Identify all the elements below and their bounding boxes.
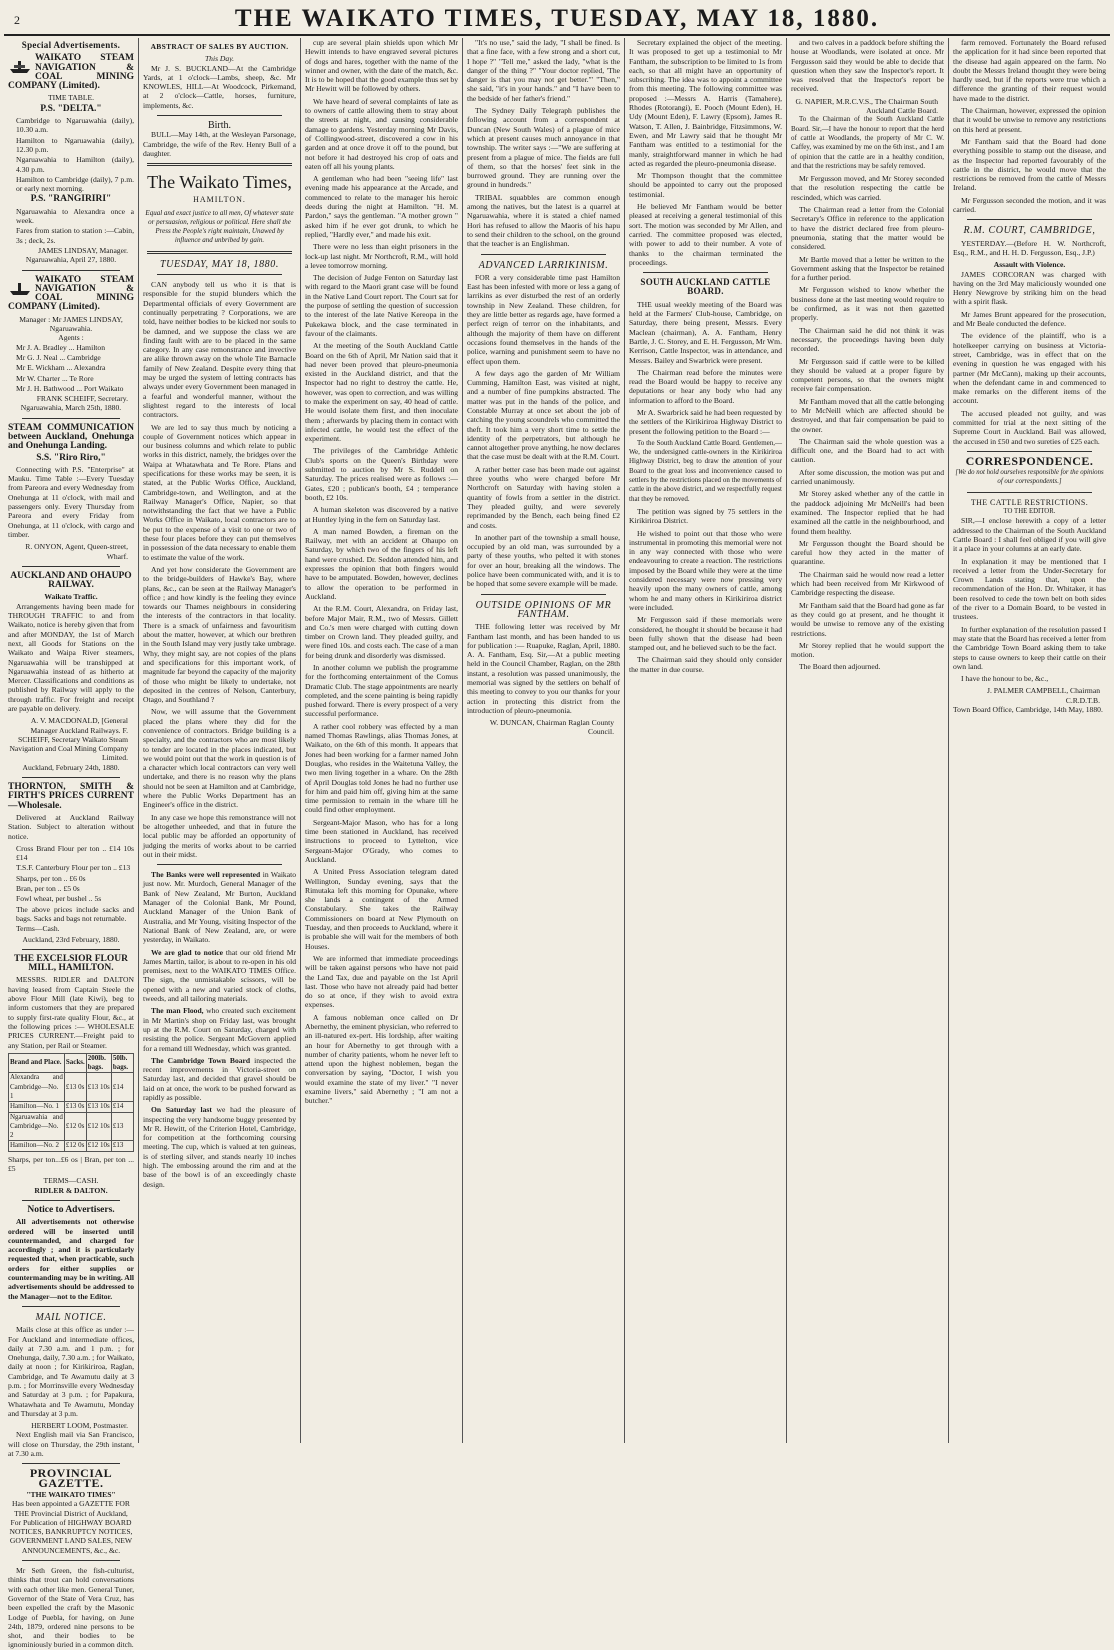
article-paragraph: The petition was signed by 75 settlers in the Kirikiriroa District.	[629, 506, 782, 526]
flour-prices-ad	[8, 783, 134, 944]
ad-text: Mr J. S. BUCKLAND—At the Cambridge Yards, at 1 o'clock—Lambs, sheep, &c. Mr KNOWLES, HILL—At Woodcock, Pirkemand, at 2 o'clock—Cattle, horses, furniture, implements, &c.	[143, 63, 296, 110]
table-row	[9, 1102, 134, 1112]
ad-text: Next English mail via San Francisco, will close on Thursday, the 29th instant, at 7.30 a.m.	[8, 1430, 134, 1459]
news-paragraph: There were no less than eight prisoners in the lock-up last night. Mr Northcroft, R.M., will hold a levee tomorrow morning.	[305, 242, 458, 270]
news-text: that our old friend Mr James Martin, tailor, is about to re-open in his old premises, next to the WAIKATO TIMES Office. The sign, the unmistakable scissors, will be opened with a new and varied stock of cloths, tweeds, and all tailoring materials.	[143, 947, 296, 1004]
table-cell: £12 10s	[86, 1112, 111, 1141]
article-title: ADVANCED LARRIKINISM.	[478, 259, 609, 271]
article-paragraph: FOR a very considerable time past Hamilton East has been infested with more or less a gang of larrikins as ever disturbed the rest of an orderly township in New Zealand. These children, for they are little better as regards age, have formed a perfect reign of terror on the inhabitants, and although the majority of them have on different occasions found themselves in the hands of the police, warning and punishment seem to have no effect upon them.	[467, 272, 620, 366]
ad-title: Notice to Advertisers.	[27, 1204, 115, 1215]
letter-signature: J. PALMER CAMPBELL, Chairman C.R.D.T.B.	[986, 686, 1100, 705]
news-lead: On Saturday last	[151, 1105, 212, 1115]
section-title: Birth.	[207, 120, 232, 132]
ship-name: S.S. "Riro Riro,"	[36, 452, 106, 463]
news-paragraph: A famous nobleman once called on Dr Abernethy, the eminent physician, who referred to an ill-natured ex-pert. His lordship, after waiting an hour for Abernethy to get through with a number of charity patients, whom he never left to attend upon the highest noblemen, began the conversation by saying, "Doctor, I wish you would examine the state of my liver." "I never examine livers," said Abernethy ; "I am not a butcher."	[305, 1012, 458, 1106]
news-paragraph: and two calves in a paddock before shifting the house at Woodlands, were isolated at once. Mr Fergusson said they would be able to decide that question when they saw the Inspector's report. It was resolved that the Inspector's report be received.	[791, 38, 944, 94]
ad-signature: A. V. MACDONALD, [General Manager Auckland Railways. F. SCHEIFF, Secretary Waikato Steam Navigation and Coal Mining Company Limited.	[9, 716, 128, 763]
columns	[4, 38, 1110, 1650]
letter-text: To the Chairman of the South Auckland Cattle Board. Sir,—I have the honour to report that the herd of cattle at Woodlands, the property of Mr C. W. Caffey, was examined by me on the 6th inst., and I am of opinion that the cattle are in a healthy condition, and that the restrictions may be safely removed.	[791, 115, 944, 170]
auction-abstract	[143, 42, 296, 110]
column-larrikinism	[463, 38, 625, 1443]
steamer-icon	[8, 55, 32, 75]
column-court-correspondence	[949, 38, 1110, 1443]
ad-signature: FRANK SCHEIFF, Secretary.	[36, 394, 128, 404]
article-title: SOUTH AUCKLAND CATTLE BOARD.	[640, 277, 771, 297]
article-paragraph: He wished to point out that those who were instrumental in promoting this memorial were not in any way connected with those who were endeavouring to create a reaction. The restrictions imposed by the Board while they were at the time considered necessary were now pressing very heavily upon the many owners of cattle, among whom he and many others in Kirikiriroa district were included.	[629, 528, 782, 612]
news-lead: The Banks were well represented	[151, 870, 261, 880]
news-paragraph: A United Press Association telegram dated Wellington, Sunday evening, says that the Rimutaka left this morning for Opunake, where she lands a contingent of the Armed Constabulary. She takes the Railway Commissioners on board at New Plymouth on Tuesday, and then proceeds to Auckland, where it is probable she will wait for the members of both Houses.	[305, 867, 458, 951]
article-paragraph: A rather better case has been made out against three youths who were charged before Mr Northcroft on Saturday with having stolen a quantity of fowls from a settler in the district. They pleaded guilty, and were severely reprimanded by the Bench, each being fined £2 and costs.	[467, 464, 620, 530]
news-paragraph: The Sydney Daily Telegraph publishes the following account from a correspondent at Duncan (New South Wales) of a plague of mice which at present causes much annoyance in that township. The writer says :—"We are suffering at present from a plague of mice. The fields are full of them, so that the horses' feet sink in the burrowed ground. They are running over the ground in hundreds."	[467, 106, 620, 190]
editorial-paragraph: CAN anybody tell us who it is that is responsible for the stupid blunders which the Departmental officials of every Government are continually perpetrating ? Corporations, we are told, have neither bodies to be kicked nor souls to be damned, and we suppose the class we are finding fault with are to be placed in the same category. In any case remonstrance and invective are alike thrown away on the whole Tite Barnacle family of New Zealand. Despite every thing that may be urged the system of letting contracts has always under every Government been managed in a fearful and wonderful manner, without the slightest regard to the interests of local contractors.	[143, 280, 296, 420]
editorial-paragraph: Now, we will assume that the Government placed the plans where they did for the convenience of contractors. Bridge building is a specialty, and the contractors who are most likely to tender are located in the places indicated, but we would point out that the work in question is of a character which local contractors can very well undertake, and there is no reason why the plans should not be seen at Hamilton and at Cambridge, where the Public Works Department has an Engineer's office in the district.	[143, 707, 296, 810]
ad-title: MAIL NOTICE.	[35, 1311, 107, 1323]
article-title: R.M. COURT, CAMBRIDGE,	[963, 225, 1096, 237]
news-paragraph: The Chairman read a letter from the Colonial Secretary's Office in reference to the application to have the district declared free from pleuro-pneumonia, stating that the matter would be considered.	[791, 205, 944, 252]
section-note: [We do not hold ourselves responsible for the opinions of our correspondents.]	[955, 469, 1104, 486]
news-paragraph: The privileges of the Cambridge Athletic Club's sports on the Queen's Birthday were submitted to auction by Mr S. Ruddell on Saturday. The prices realised were as follows :—Gates, £20 ; publican's booth, £4 ; temperance booth, £2 10s.	[305, 446, 458, 502]
steam-communication-ad	[8, 424, 134, 561]
news-paragraph: A human skeleton was discovered by a native at Huntley lying in the fern on Saturday last.	[305, 505, 458, 524]
news-paragraph: We have heard of several complaints of late as to owners of cattle allowing them to stray about the streets at night, and causing considerable damage to gardens. Yesterday morning Mr Davis, of Collingwood-street, discovered a cow in his garden and at once drove it off to the pound, but not before it had destroyed his crop of oats and eaten off all his young plants.	[305, 96, 458, 171]
table-cell: £13 10s	[86, 1073, 111, 1102]
news-paragraph: A rather cool robbery was effected by a man named Thomas Rawlings, alias Thomas Jones, at Waikato, on the 6th of this month. It appears that Jones had been working for a farmer named John Douglas, who resides in the Waitetuna Valley, the two men living together in a whare. On the 28th of April Douglas told Jones he had no further use for him and paid him off, giving him at the same time permission to remain in the whare till he could find other employment.	[305, 721, 458, 815]
letter-paragraph: In further explanation of the resolution passed I may state that the Board has received a letter from the Cambridge Town Board asking them to take steps to cause owners to keep their cattle on their own land.	[953, 624, 1106, 671]
table-header: 50lb. bags.	[111, 1053, 133, 1073]
letter-signature: G. NAPIER, M.R.C.V.S., The Chairman South Auckland Cattle Board.	[795, 96, 938, 116]
price-line: Sharps, per ton .. £6 0s	[16, 873, 86, 883]
ad-text: Connecting with P.S. "Enterprise" at Mauku. Time Table :—Every Tuesday from Pareora and every Wednesday from Onehunga at 11 o'clock, with mail and passengers only. Every Thursday from Pareora and every Friday from Onehunga, at 11 o'clock, with cargo and timber.	[8, 464, 134, 539]
section-title: ABSTRACT OF SALES BY AUCTION.	[150, 42, 289, 51]
article-paragraph: The Chairman read before the minutes were read the Board would be happy to receive any deputations or hear any body who had any information to afford to the Board.	[629, 367, 782, 405]
letter-paragraph: I have the honour to be, &c.,	[961, 674, 1049, 684]
timetable-line: Cambridge to Ngaruawahia (daily), 10.30 a.m.	[16, 116, 134, 135]
news-paragraph: After some discussion, the motion was put and carried unanimously.	[791, 467, 944, 487]
ad-title: STEAM COMMUNICATION between Auckland, Onehunga and Onehunga Landing.	[8, 422, 134, 452]
column-local-news	[301, 38, 463, 1443]
table-cell: £13 10s	[87, 1102, 110, 1111]
column-cattle-board	[625, 38, 787, 1443]
article-paragraph: JAMES CORCORAN was charged with having on the 3rd May maliciously wounded one Henry Newgrove by striking him on the head with a spirit flask.	[953, 269, 1106, 307]
news-text: who created such excitement in Mr Martin's shop on Friday last, was brought up at the R.M. Court on Saturday, charged with resisting the police. Sergeant McGovern applied for a remand till Wednesday, which was granted.	[143, 1006, 297, 1053]
table-cell: £12 0s	[65, 1141, 85, 1150]
ad-signature: JAMES LINDSAY, Manager.	[38, 245, 128, 255]
news-text: inspected the recent improvements in Victoria-street on Saturday last, and decided that gravel should be laid on at once, the work to be pushed forward as rapidly as possible.	[143, 1055, 296, 1102]
newspaper-title: THE WAIKATO TIMES, TUESDAY, MAY 18, 1880.	[234, 5, 880, 32]
news-paragraph: The Chairman said he did not think it was necessary, the proceedings having been duly recorded.	[791, 325, 944, 354]
letter-place: Town Board Office, Cambridge, 14th May, 1880.	[953, 705, 1103, 714]
table-row	[9, 1073, 134, 1102]
table-cell: Hamilton—No. 1	[9, 1102, 65, 1112]
news-paragraph: At the R.M. Court, Alexandra, on Friday last, before Major Mair, R.M., two of Messrs. Gillett and Co.'s men were charged with cutting down timber on Crown land. They pleaded guilty, and were fined 10s. and costs each. The case of a man for being drunk and disorderly was dismissed.	[305, 604, 458, 660]
ad-subtitle: Waikato Traffic.	[44, 592, 98, 602]
issue-date: TUESDAY, MAY 18, 1880.	[160, 258, 279, 270]
article-paragraph: A few days ago the garden of Mr William Cumming, Hamilton East, was visited at night, and a number of fine pumpkins abstracted. The matter was put in the hands of the police, and Constable Murray at once set about the job of catching the young scoundrels who committed the theft. It took him a very short time to settle the identity of the perpetrators, but although he cannot altogether prove anything, he now declares that the case must be dealt with at the R.M. Court.	[467, 368, 620, 462]
ship-name: P.S. "RANGIRIRI"	[30, 194, 112, 205]
news-paragraph: At the meeting of the South Auckland Cattle Board on the 6th of April, Mr Nation said that it had never been proved that pleuro-pneumonia existed in the Auckland district, and that the Inspector had no right to destroy the cattle. He, however, was open to correction, and was willing to make the experiment on say, 40 head of cattle. He would isolate them first, and then inoculate them ; afterwards by placing them in contact with infected cattle, he would test the effect of the experiment.	[305, 341, 458, 444]
news-text: we had the pleasure of inspecting the very handsome buggy presented by Mr R. Hewitt, of the Criterion Hotel, Cambridge, for competition at the forthcoming coursing meeting. The cup, which is valued at ten guineas, is of sterling silver, and stands nearly 10 inches high. The embossing around the rim and at the base of the bowl is of an exceedingly chaste design.	[143, 1105, 296, 1189]
news-paragraph: A gentleman who had been "seeing life" last evening made his appearance at the Arcade, and commenced to relate to the manager his heroic deeds during the night at Hamilton. "H. M. Pardon," says the gentleman. "A mother grown " asked him if he ever got drunk, to which he replied, "Hardly ever," and made his exit.	[305, 174, 458, 239]
ad-text: Has been appointed a GAZETTE FOR THE Provincial District of Auckland, For Publication of HIGHWAY BOARD NOTICES, BANKRUPTCY NOTICES, GOVERNMENT LAND SALES, NEW ANNOUNCEMENTS, &c., &c.	[9, 1499, 133, 1555]
table-header: 200lb. bags.	[86, 1053, 111, 1073]
table-cell: £12 10s	[87, 1141, 110, 1150]
timetable-line: Fares from station to station :—Cabin, 3s ; deck, 2s.	[16, 226, 134, 245]
special-ads-header: Special Advertisements.	[21, 40, 121, 50]
news-paragraph: TRIBAL squabbles are common enough among the natives, but the latest is a quarrel at Ngaruawahia, where it is stated a chief named Hori has refused to allow the Maoris of his hapu to send their children to the school, on the ground that the teacher is an Englishman.	[467, 192, 620, 249]
agent-line: Mr J. A. Bradley ... Hamilton	[16, 342, 106, 352]
news-item	[143, 1006, 296, 1052]
table-cell: £14	[111, 1073, 133, 1102]
table-cell: £13 0s	[65, 1102, 85, 1111]
news-paragraph: cup are several plain shields upon which Mr Hewitt intends to have engraved several pictures of dogs and hares, together with the name of the winner and owner, with the date of the match, &c. It is to be hoped that the good example thus set by Mr Hewitt will be followed by others.	[305, 38, 458, 94]
newspaper-page	[4, 4, 1110, 1650]
provincial-gazette-ad	[8, 1466, 134, 1555]
ad-text: Manager : Mr JAMES LINDSAY, Ngaruawahia.	[19, 314, 123, 334]
timetable-label: TIME TABLE.	[47, 93, 95, 103]
news-item	[143, 1056, 296, 1102]
article-paragraph: YESTERDAY.—(Before H. W. Northcroft, Esq., R.M., and H. H. D. Fergusson, Esq., J.P.)	[953, 238, 1106, 257]
paper-title: The Waikato Times,	[147, 172, 292, 193]
ad-title: THORNTON, SMITH & FIRTH'S PRICES CURRENT—Wholesale.	[8, 782, 134, 811]
price-line: T.S.F. Canterbury Flour per ton .. £13	[16, 863, 131, 873]
table-row	[9, 1112, 134, 1141]
article-paragraph: Mr Fergusson said if these memorials were considered, he thought it should be because it had been fully shown that the disease had been stamped out, and he believed such to be the fact.	[629, 615, 782, 653]
steam-nav-agents-ad	[8, 276, 134, 413]
notice-to-advertisers	[8, 1206, 134, 1301]
ad-text: MESSRS. RIDLER and DALTON having leased from Captain Steele the above Flour Mill (late Kiwi), beg to inform customers that they are prepared to supply first-rate quality Flour, &c., at the following prices :— WHOLESALE PRICES CURRENT.—Freight paid to any Station, per Rail or Steamer.	[8, 975, 134, 1050]
price-line: Bran, per ton .. £5 0s	[16, 884, 80, 894]
price-table	[8, 1053, 134, 1152]
column-editorial	[139, 38, 301, 1443]
news-paragraph: Mr Fergusson said if cattle were to be killed they should be valued at a proper figure by competent persons, so that the owners might receive fair compensation.	[791, 356, 944, 394]
news-paragraph: The Chairman said the whole question was a difficult one, and the Board had to act with caution.	[791, 436, 944, 465]
table-cell: £13	[111, 1112, 133, 1141]
ad-title: THE EXCELSIOR FLOUR MILL, HAMILTON.	[13, 953, 129, 974]
ad-text: Agents :	[58, 333, 84, 343]
news-paragraph: In another column we publish the programme for the forthcoming entertainment of the Comus Dramatic Club. The stage appointments are nearly completed, and the scene painting is being rapidly pushed forward. There is every prospect of a very successful performance.	[305, 663, 458, 719]
news-paragraph: The decision of Judge Fenton on Saturday last with regard to the Maori grant case will be found in the Native Land Court report. The Court sat for the purpose of settling the question of succession to the interest of the late Native Kereopa in the Pukekawa block, and the case terminated in favour of the claimants.	[305, 273, 458, 338]
ad-title: WAIKATO STEAM NAVIGATION & COAL MINING COMPANY (Limited).	[8, 274, 134, 313]
price-line: Fowl wheat, per bushel .. 5s	[16, 894, 102, 904]
agent-line: Mr E. Wickham ... Alexandra	[16, 363, 106, 373]
table-cell: Alexandra and Cambridge—No. 1	[10, 1073, 63, 1100]
section-title: CORRESPONDENCE.	[965, 453, 1094, 468]
column-cattle-board-continued	[787, 38, 949, 1443]
news-paragraph: We are informed that immediate proceedings will be taken against persons who have not paid the Land Tax, due and payable on the 1st April last. Those who have not already paid had better do so at once, if they wish to avoid extra expenses.	[305, 953, 458, 1010]
timetable-line: Ngaruawahia to Alexandra once a week.	[16, 206, 134, 226]
table-cell: £13	[111, 1141, 133, 1151]
news-paragraph: Mr Fantham moved that all the cattle belonging to Mr McNeill which are affected should be destroyed, and that fair compensation be paid to the owner.	[791, 396, 944, 434]
railway-ad	[8, 572, 134, 772]
page-number: 2	[14, 13, 20, 27]
news-lead: We are glad to notice	[151, 947, 224, 957]
petition-text: To the South Auckland Cattle Board. Gentlemen,—We, the undersigned cattle-owners in the Kirikiriroa Highway District, beg to draw the attention of your Board to the great loss and inconvenience caused to settlers by the restrictions placed on the movements of cattle in the above district, and we respectfully request that they be removed.	[629, 438, 782, 503]
paper-place: HAMILTON.	[193, 195, 246, 205]
table-cell: £13 0s	[64, 1073, 86, 1102]
ad-date: Ngaruawahia, March 25th, 1880.	[20, 403, 122, 413]
news-paragraph: The Board then adjourned.	[799, 662, 881, 672]
price-line: Cross Brand Flour per ton .. £14 10s £14	[16, 843, 134, 863]
article-subtitle: Assault with Violence.	[993, 260, 1066, 270]
masthead	[4, 4, 1110, 36]
price-line: The above prices include sacks and bags. Sacks and bags not returnable.	[16, 904, 134, 923]
letter-paragraph: SIR,—I enclose herewith a copy of a letter addressed to the Chairman of the South Auckland Cattle Board : I shall feel obliged if you will give it a place in your columns at an early date.	[953, 516, 1106, 554]
timetable-line: Ngaruawahia to Hamilton (daily), 4.30 p.m.	[16, 155, 134, 174]
article-paragraph: THE usual weekly meeting of the Board was held at the Farmers' Club-house, Cambridge, on Saturday, there being present, Messrs. Every Maclean (chairman), A. A. Fantham, Henry Bartle, J. C. Storey, and E. H. Fergusson, Mr Wm. Kerrison, Cattle Inspector, was in attendance, and Messrs. Bailey and Swarbrick were present.	[629, 299, 782, 365]
ad-text: Sharps, per ton...£6 os | Bran, per ton ... £5	[8, 1154, 134, 1174]
news-paragraph: Mr Seth Green, the fish-culturist, thinks that trout can hold conversations with each other like men. General Tuner, Governor of the State of Vera Cruz, has been expelled the craft by the Masonic Lodge of Puebla, for having, on June 24th, 1879, ordered nine persons to be shot, and their bodies to be ignominiously buried in a common ditch.	[8, 1566, 134, 1650]
article-paragraph: The evidence of the plaintiff, who is a hotelkeeper carrying on business at Victoria-street, Cambridge, was in effect that on the evening in question he was engaged with his partner (Mr McCann), making up their accounts, when the defendant came in and commenced to make remarks on the different items of the account.	[953, 331, 1106, 406]
news-paragraph: farm removed. Fortunately the Board refused the application for it had since been reported that the disease had again appeared on the farm. No doubt the Messrs Ireland thought they were being hardly used, but if the reports were true which a difference the granting of their request would have made to the district.	[953, 38, 1106, 103]
news-lead: The Cambridge Town Board	[151, 1055, 251, 1065]
ad-date: Auckland, February 24th, 1880.	[22, 762, 120, 772]
paper-motto: Equal and exact justice to all men, Of whatever state or persuasion, religious or political. Here shall the Press the People's right maintain, Unawed by influence and unbribed by gain.	[145, 208, 294, 245]
excelsior-mill-ad	[8, 955, 134, 1195]
news-text: in Waikato just now. Mr. Murdoch, General Manager of the Bank of New Zealand, Mr Burton, Auckland Manager of the Colonial Bank, Mr Pound, Auckland Manager of the Union Bank of Australia, and Mr Young, visiting Inspector of the National Bank of New Zealand, are, or were yesterday, in Waikato.	[143, 870, 297, 945]
ad-text: All advertisements not otherwise ordered will be inserted until countermanded, and charged for accordingly ; and it is particularly requested that, when practicable, such orders for either supplies or countermanding may be in writing. All advertisements should be addressed to the Manager—not to the Editor.	[8, 1217, 134, 1301]
news-paragraph: Mr Fantham said that the Board had done everything possible to stamp out the disease, and as the Inspector had reported favourably of the cattle in the district, he would move that the restrictions be removed from the cattle of Messrs Ireland.	[953, 136, 1106, 193]
birth-notice	[143, 121, 296, 158]
steamer-icon	[8, 277, 32, 297]
agent-line: Mr G. J. Neal ... Cambridge	[16, 352, 101, 362]
news-paragraph: Mr Storey asked whether any of the cattle in the paddock adjoining Mr McNeill's had been examined. The Inspector replied that he had examined all the cattle in the neighbourhood, and found them healthy.	[791, 489, 944, 536]
news-item	[143, 870, 296, 944]
article-paragraph: The Chairman said they should only consider the matter in due course.	[629, 655, 782, 674]
ad-signature: RIDLER & DALTON.	[34, 1185, 108, 1195]
news-paragraph: He believed Mr Fantham would be better pleased at receiving a general testimonial of this sort. The motion was seconded by Mr Allen, and carried. The committee proposed was elected, with power to add to their number. A vote of thanks to the chairman terminated the proceedings.	[629, 202, 782, 267]
news-paragraph: Mr Thompson thought that the committee should be appointed to carry out the proposed testimonial.	[629, 171, 782, 199]
table-row	[9, 1141, 134, 1151]
agent-line: Mr J. H. Bathwood ... Port Waikato	[16, 383, 124, 393]
timetable-line: Hamilton to Ngaruawahia (daily), 12.30 p.m.	[16, 135, 134, 154]
news-paragraph: The Chairman said he would now read a letter which had been received from Mr Kirkwood of Cambridge respecting the disease.	[791, 569, 944, 598]
news-paragraph: Mr Bartle moved that a letter be written to the Government asking that the Inspector be retained for a further period.	[791, 254, 944, 283]
news-paragraph: Mr Fantham said that the Board had gone as far as they could go at present, and he thought it would be unwise to remove any of the existing restrictions.	[791, 600, 944, 638]
table-cell: £14	[111, 1102, 133, 1112]
news-paragraph: Mr Fergusson wished to know whether the business done at the last meeting would require to be confirmed, as it was not then gazetted properly.	[791, 285, 944, 323]
editorial-paragraph: And yet how considerate the Government are to the bridge-builders of Hawke's Bay, where plans, &c., can be seen at the Railway Manager's office ; and how kindly is the feeling they evince towards our Thames neighbours in considering the interests of the contractors in that locality. There is a smack of unfairness and favouritism about the matter, however, at which our brethren in the South Island may very justly take umbrage. Why, they might say, are not copies of the plans and specifications for this important work, of magnitude far beyond the capacity of the majority of those who might be likely to undertake, not deposited in the centres of Nelson, Canterbury, Otago, and Southland ?	[143, 564, 296, 705]
table-cell: £12 0s	[64, 1112, 86, 1141]
table-cell: Hamilton—No. 2	[9, 1141, 65, 1151]
mail-notice	[8, 1313, 134, 1458]
steam-nav-ad	[8, 54, 134, 264]
news-paragraph: Sergeant-Major Mason, who has for a long time been stationed in Auckland, has received instructions to proceed to Lyttelton, vice Sergeant-Major O'Grady, who comes to Auckland.	[305, 817, 458, 864]
editorial-paragraph: We are led to say thus much by noticing a couple of Government notices which appear in our business columns and which relate to public works in this district, namely, the bridges over the Waipa at Whatawhata and Te Rore. Plans and specifications for these works may be seen, it is stated, at the Public Works Office, Auckland, Cambridge-town, and Wellington, and at the Railway Manager's Office, Napier, so that notwithstanding the fact that we have a Public Works Office in Waikato, local contractors are to be put to the expense of a visit to one or two of these four places before they can put themselves in possession of the data necessary to enable them to estimate the value of the work.	[143, 422, 296, 562]
article-paragraph: In another part of the township a small house, occupied by an old man, was surrounded by a party of these youths, who pelted it with stones for over an hour, breaking all the windows. The police have been communicated with, and it is to be hoped that some severe example will be made.	[467, 532, 620, 589]
letter-paragraph: In explanation it may be mentioned that I received a letter from the Under-Secretary for Crown Lands stating that, upon the recommendation of the Hon. Dr. Whitaker, it has been resolved to cede the town belt on both sides of the river to a Domain Board, to be vested in trustees.	[953, 556, 1106, 622]
ad-text: Delivered at Auckland Railway Station. Subject to alteration without notice.	[8, 812, 134, 841]
news-paragraph: Mr Storey replied that he would support the motion.	[791, 640, 944, 660]
column-advertisements	[4, 38, 139, 1650]
letter-title: THE CATTLE RESTRICTIONS.	[970, 497, 1089, 507]
article-paragraph: Mr A. Swarbrick said he had been requested by the settlers of the Kirikiriroa Highway District to present the following petition to the Board :—	[629, 407, 782, 436]
agent-line: Mr W. Charter ... Te Rore	[16, 373, 94, 383]
news-paragraph: "It's no use," said the lady, "I shall be fined. Is that a fine face, with a few strong and a short cut, I hope ?" "Tell me," asked the lady, "what is the danger of the thing ?" "Your doctor replied, 'The danger is that you may not get better.'" "Then," she said, "it's in your hands." and "I have been to the bedside of her father's friend."	[467, 38, 620, 103]
ship-name: P.S. "DELTA."	[40, 103, 102, 114]
news-paragraph: A man named Bowden, a fireman on the Railway, met with an accident at Ohaupo on Saturday, by which two of the fingers of his left hand were crushed. Dr. Seddon attended him, and expresses the opinion that both fingers would have to be amputated. Bowden, however, declines to allow the operation to be performed in Auckland.	[305, 526, 458, 601]
article-paragraph: The accused pleaded not guilty, and was committed for trial at the next sitting of the Supreme Court in Auckland. Bail was allowed, the accused in £50 and two sureties of £25 each.	[953, 408, 1106, 446]
ad-signature: R. ONYON, Agent, Queen-street, Wharf.	[25, 542, 128, 561]
table-header: Sacks.	[64, 1053, 86, 1073]
news-paragraph: Mr Fergusson seconded the motion, and it was carried.	[953, 195, 1106, 215]
ad-date: Ngaruawahia, April 27, 1880.	[25, 255, 117, 265]
news-paragraph: Mr Fergusson thought the Board should be careful how they acted in the matter of quarantine.	[791, 538, 944, 567]
editorial-paragraph: In any case we hope this remonstrance will not be altogether unheeded, and that in future the local public may be afforded an opportunity of judging the merits of works about to be carried out in their midst.	[143, 812, 296, 859]
letter-signature: W. DUNCAN, Chairman Raglan County Council.	[489, 718, 614, 737]
ad-text: Mails close at this office as under :—For Auckland and intermediate offices, daily at 7.30 a.m. and 1 p.m. ; for Onehunga, daily, 7.30 a.m. ; for Waikato, daily at noon ; for Kirikiriroa, Raglan, Cambridge, and Te Awamutu daily at 3 p.m. ; for Morrinsville every Wednesday and Saturday at 3 p.m. ; for Papakura, Whatawhata and Te Awamutu, Monday and Thursday at 3 p.m.	[8, 1325, 134, 1418]
ad-title: AUCKLAND AND OHAUPO RAILWAY.	[10, 570, 132, 591]
ad-text: BULL—May 14th, at the Wesleyan Parsonage, Cambridge, the wife of the Rev. Henry Bull of a daughter.	[143, 130, 296, 158]
ad-text: TERMS—CASH.	[43, 1176, 99, 1186]
news-lead: The man Flood,	[151, 1006, 204, 1016]
news-paragraph: Mr Fergusson moved, and Mr Storey seconded that the resolution respecting the cattle be rescinded, which was carried.	[791, 174, 944, 202]
news-paragraph: Secretary explained the object of the meeting. It was proposed to get up a testimonial to Mr Fantham, the subscription to be limited to 1s from each, so that all might have an opportunity of subscribing. The idea was to appoint a committee from this meeting. The following committee was proposed :—Messrs A. Harris (Tamahere), Rhodes (Rotorangi), E. Pooch (Mount Eden), H. Udy (Mount Eden), F. Lawry (Epsom), James R. Watson, T. Allen, J. Bainbridge, Fitzsimmons, W. Ewen, and Mr Lawry said that he thought Mr Fantham was entitled to a testimonial for the manly, straightforward manner in which he had acted as regarded the pleuro-pneumonia disease.	[629, 38, 782, 168]
timetable-line: Hamilton to Cambridge (daily), 7 p.m. or early next morning.	[16, 174, 134, 194]
article-paragraph: THE following letter was received by Mr Fantham last month, and has been handed to us for publication :— Ruapuke, Raglan, April, 1880. A. A. Fantham, Esq. Sir,—At a public meeting held in the Council Chamber, Raglan, on the 28th instant, a resolution was passed unanimously, the memorial was signed by the settlers on behalf of this meeting to convey to you our thanks for your action in protecting this district from the introduction of pleuro-pneumonia.	[467, 622, 620, 715]
ad-title: WAIKATO STEAM NAVIGATION & COAL MINING COMPANY (Limited).	[8, 53, 134, 92]
news-item	[143, 1105, 296, 1189]
table-header: Brand and Place.	[9, 1053, 65, 1073]
ad-signature: HERBERT LOOM, Postmaster.	[31, 1421, 128, 1431]
article-title: OUTSIDE OPINIONS OF MR FANTHAM.	[475, 599, 612, 620]
ad-text: Arrangements having been made for THROUGH TRAFFIC to and from Waikato, notice is hereby given that from and after MONDAY, the 1st of March next, all Goods for Stations on the Waikato and Waipa River steamers, Ngaruawahia will be transhipped at Ngaruawahia instead of as hitherto at Mercer. Classifications and conditions as published by Railway will apply to the through traffic. For freight and receipt are payable on delivery.	[8, 601, 134, 713]
news-item	[143, 948, 296, 1004]
ad-text: "THE WAIKATO TIMES"	[26, 1489, 116, 1499]
table-cell: Ngaruawahia and Cambridge—No. 2	[10, 1112, 63, 1140]
news-paragraph: The Chairman, however, expressed the opinion that it would be unwise to remove any restrictions on this herd at present.	[953, 106, 1106, 134]
ad-date: Auckland, 23rd February, 1880.	[22, 934, 120, 944]
article-paragraph: Mr James Brunt appeared for the prosecution, and Mr Beale conducted the defence.	[953, 309, 1106, 329]
price-line: Terms—Cash.	[16, 924, 60, 934]
letter-salutation: TO THE EDITOR.	[1003, 508, 1056, 516]
ad-title: PROVINCIAL GAZETTE.	[29, 1466, 113, 1490]
section-subtitle: This Day.	[204, 54, 235, 64]
